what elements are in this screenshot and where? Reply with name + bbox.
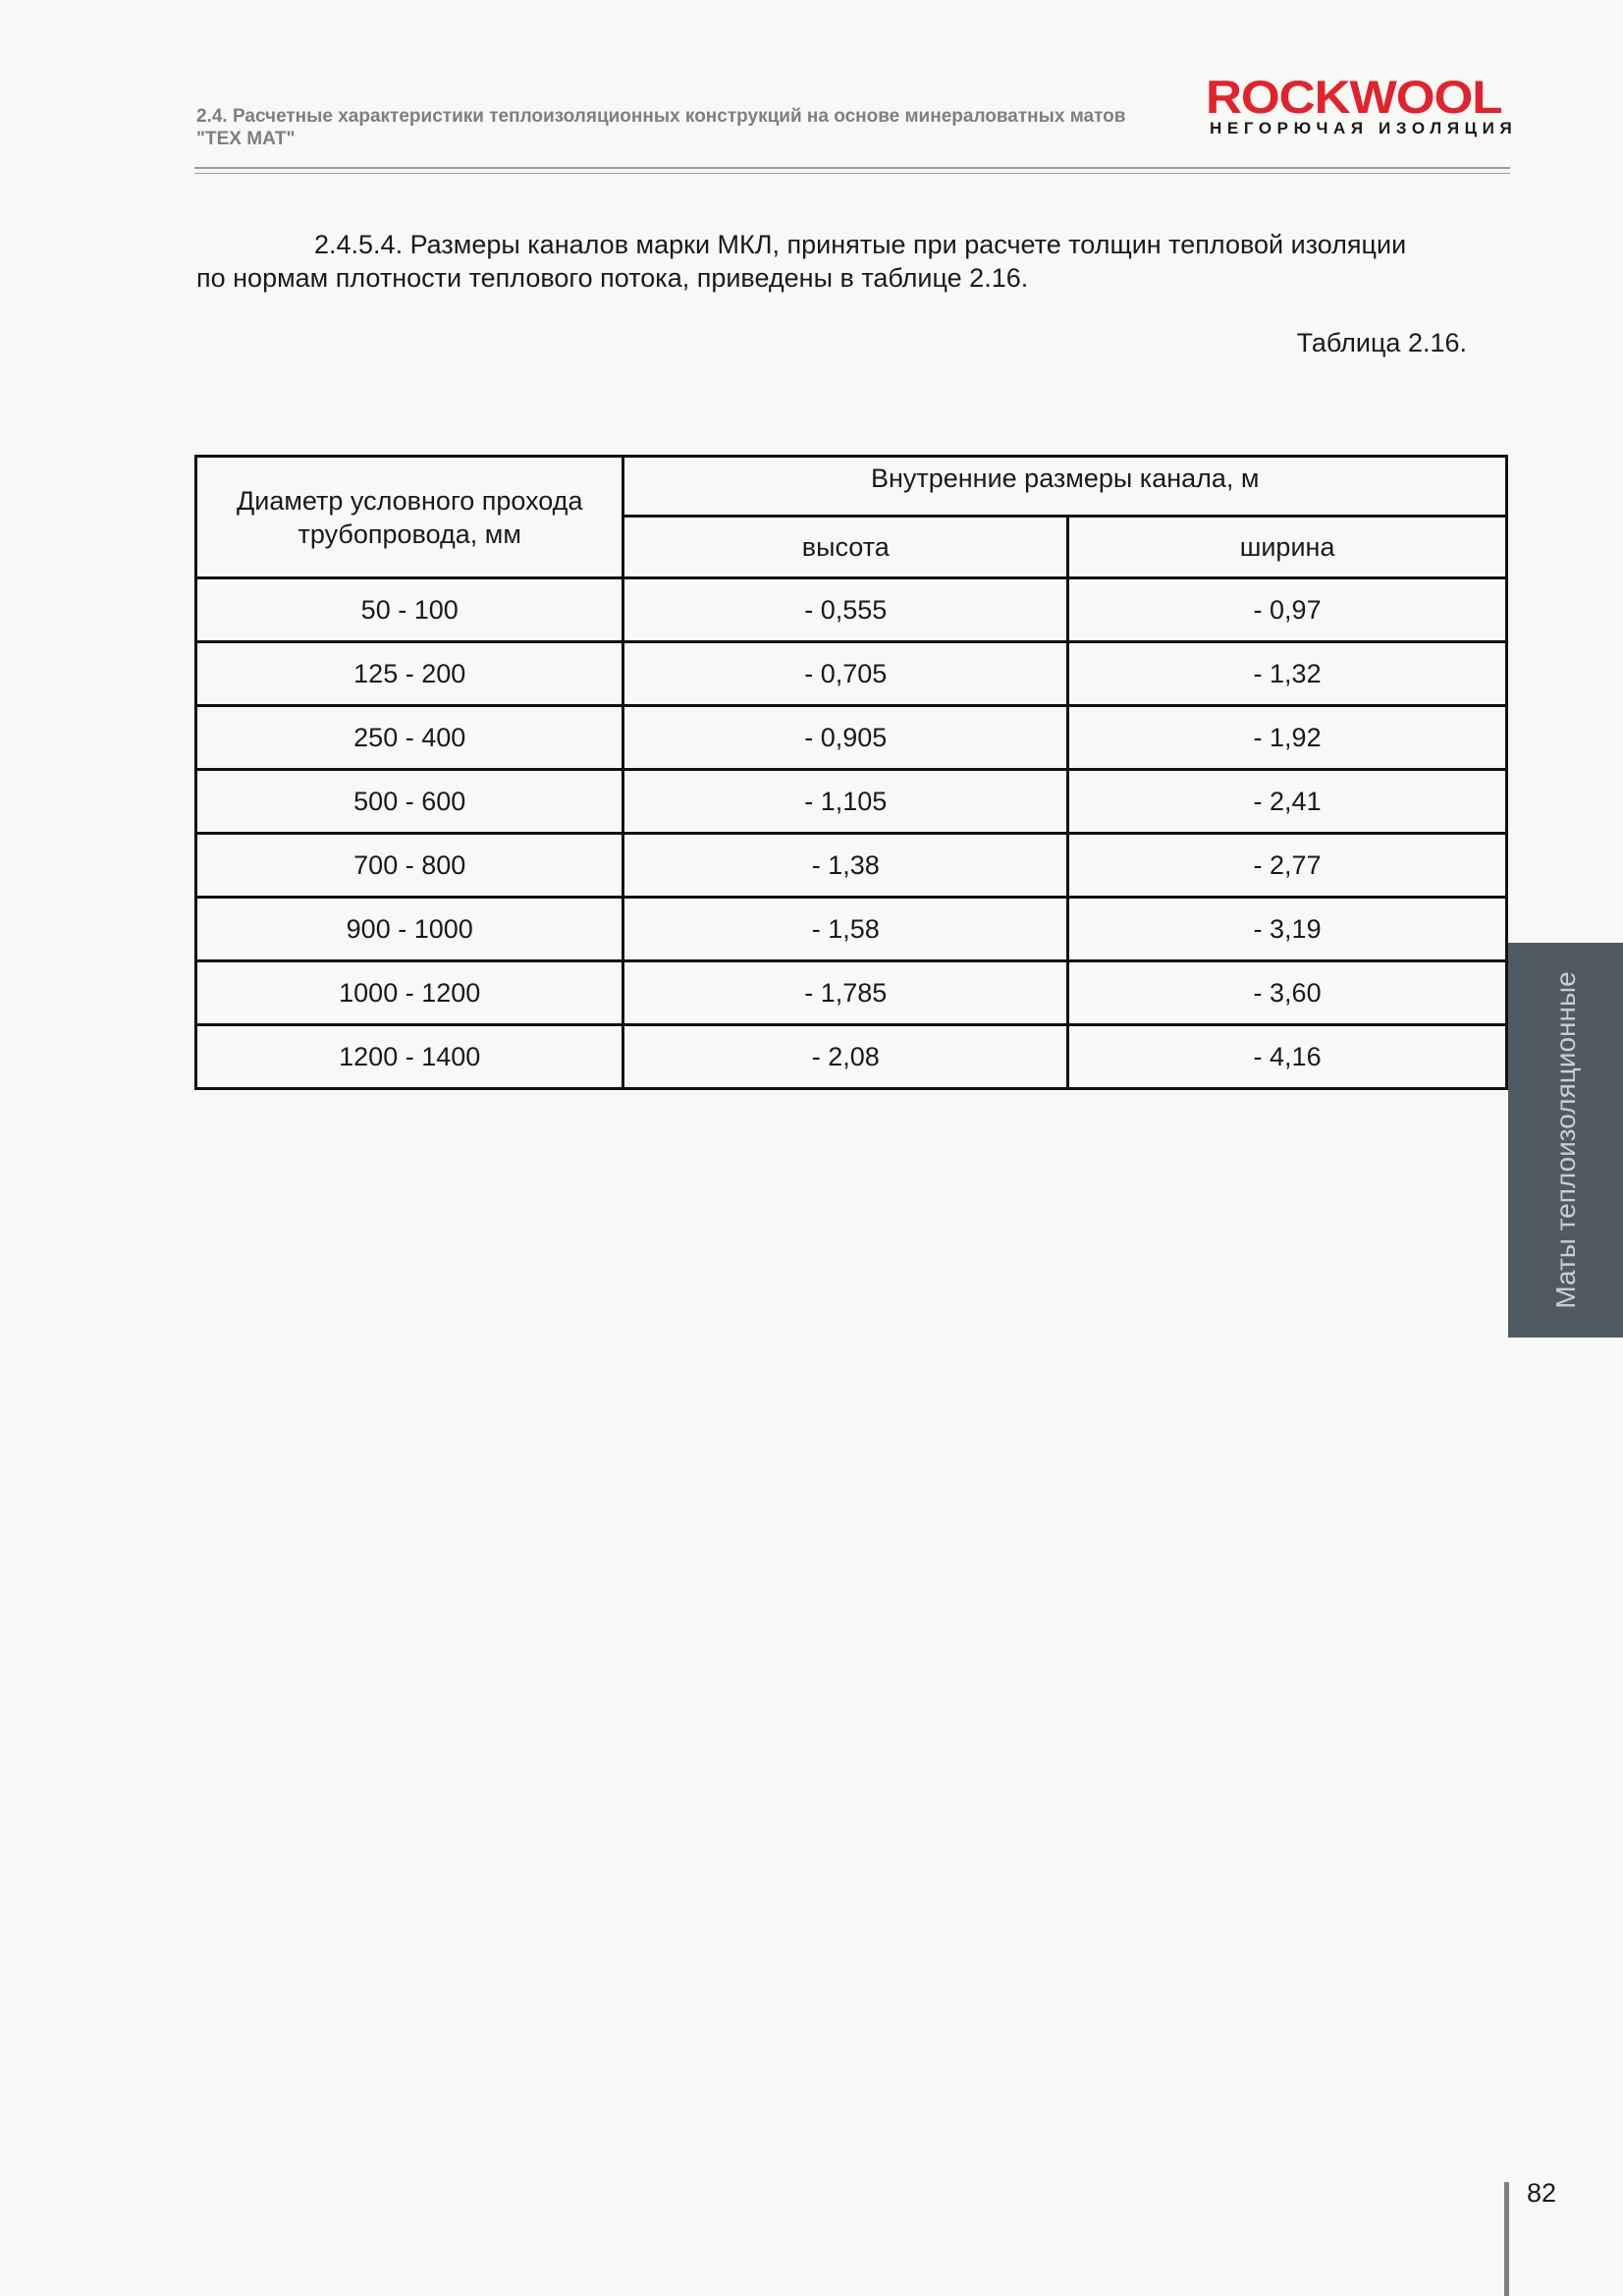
header-divider-top <box>194 167 1510 169</box>
section-header-line1: 2.4. Расчетные характеристики теплоизоляционных конструкций на основе минераловатных матов <box>196 106 1126 127</box>
cell-width: - 1,92 <box>1068 706 1507 770</box>
table-row <box>196 578 1507 642</box>
page-number-bar <box>1504 2182 1509 2296</box>
cell-height: - 1,785 <box>623 961 1068 1025</box>
cell-diameter: 500 - 600 <box>196 770 623 834</box>
cell-height: - 0,705 <box>623 642 1068 706</box>
cell-width: - 3,19 <box>1068 898 1507 961</box>
col-group-header-dimensions: Внутренние размеры канала, м <box>623 457 1507 517</box>
table-row <box>196 961 1507 1025</box>
intro-paragraph-line1: 2.4.5.4. Размеры каналов марки МКЛ, принятые при расчете толщин тепловой изоляции <box>314 230 1407 259</box>
cell-width: - 1,32 <box>1068 642 1507 706</box>
table-row <box>196 770 1507 834</box>
col-header-diameter: Диаметр условного прохода трубопровода, мм <box>196 457 623 578</box>
cell-width: - 3,60 <box>1068 961 1507 1025</box>
table-row <box>196 706 1507 770</box>
section-side-tab <box>1508 943 1623 1338</box>
cell-height: - 1,38 <box>623 834 1068 898</box>
cell-height: - 2,08 <box>623 1025 1068 1089</box>
cell-width: - 2,41 <box>1068 770 1507 834</box>
col-header-height: высота <box>623 517 1068 578</box>
table-header-row <box>196 457 1507 517</box>
cell-height: - 1,58 <box>623 898 1068 961</box>
side-tab-label: Маты теплоизоляционные <box>1549 971 1581 1309</box>
logo-tagline: НЕГОРЮЧАЯ ИЗОЛЯЦИЯ <box>1210 119 1518 137</box>
cell-height: - 0,555 <box>623 578 1068 642</box>
header-divider-bottom <box>194 173 1510 174</box>
channel-dimensions-table <box>194 455 1508 1090</box>
col-header-width: ширина <box>1068 517 1507 578</box>
table-row <box>196 834 1507 898</box>
cell-width: - 4,16 <box>1068 1025 1507 1089</box>
cell-diameter: 700 - 800 <box>196 834 623 898</box>
cell-diameter: 900 - 1000 <box>196 898 623 961</box>
cell-diameter: 50 - 100 <box>196 578 623 642</box>
cell-diameter: 1200 - 1400 <box>196 1025 623 1089</box>
table-row <box>196 1025 1507 1089</box>
cell-diameter: 250 - 400 <box>196 706 623 770</box>
table-row <box>196 898 1507 961</box>
cell-width: - 2,77 <box>1068 834 1507 898</box>
cell-height: - 1,105 <box>623 770 1068 834</box>
cell-width: - 0,97 <box>1068 578 1507 642</box>
section-header <box>196 105 1178 150</box>
table-caption: Таблица 2.16. <box>1296 328 1467 357</box>
cell-diameter: 125 - 200 <box>196 642 623 706</box>
cell-height: - 0,905 <box>623 706 1068 770</box>
rockwool-logo <box>1206 71 1518 141</box>
logo-wordmark: ROCKWOOL <box>1206 71 1502 123</box>
intro-paragraph-line2: по нормам плотности теплового потока, приведены в таблице 2.16. <box>196 263 1029 293</box>
page-number: 82 <box>1527 2178 1557 2208</box>
cell-diameter: 1000 - 1200 <box>196 961 623 1025</box>
table-row <box>196 642 1507 706</box>
section-header-line2: "ТЕХ МАТ" <box>196 129 296 149</box>
intro-paragraph <box>196 228 1473 295</box>
